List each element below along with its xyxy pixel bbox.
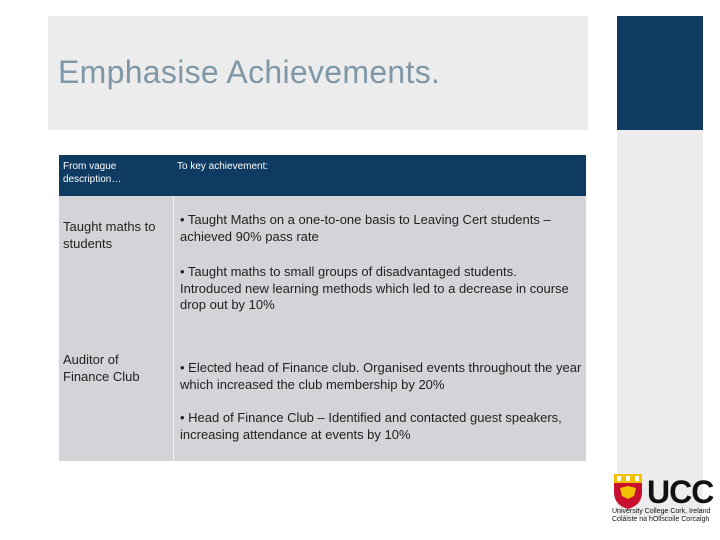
achievements-table bbox=[59, 155, 586, 461]
row-2-vague: Auditor of Finance Club bbox=[63, 352, 140, 384]
logo-wordmark: UCC bbox=[647, 474, 714, 510]
accent-block bbox=[617, 16, 703, 130]
row-2-achievement-1: • Elected head of Finance club. Organised events throughout the year which increased the club membership by 20% bbox=[180, 360, 582, 392]
row-1-achievement-2: • Taught maths to small groups of disadvantaged students. Introduced new learning methods which led to a decrease in course drop out by 10% bbox=[180, 264, 569, 312]
logo-subtitle: University College Cork, Ireland Coláiste na hOllscoile Corcaigh bbox=[612, 508, 711, 523]
row-1-achievement-1: • Taught Maths on a one-to-one basis to Leaving Cert students – achieved 90% pass rate bbox=[180, 212, 551, 244]
row-2-achievement-2: • Head of Finance Club – Identified and contacted guest speakers, increasing attendance at events by 10% bbox=[180, 410, 562, 442]
table-header bbox=[59, 155, 586, 196]
header-vague: From vague description… bbox=[63, 161, 122, 185]
ucc-logo bbox=[612, 470, 712, 530]
title-band bbox=[48, 16, 588, 130]
slide-title: Emphasise Achievements. bbox=[58, 54, 441, 90]
header-achievement: To key achievement: bbox=[177, 161, 269, 172]
row-1-vague: Taught maths to students bbox=[63, 219, 156, 251]
crest-icon bbox=[612, 472, 644, 510]
side-strip bbox=[617, 130, 703, 518]
column-divider bbox=[173, 196, 174, 461]
